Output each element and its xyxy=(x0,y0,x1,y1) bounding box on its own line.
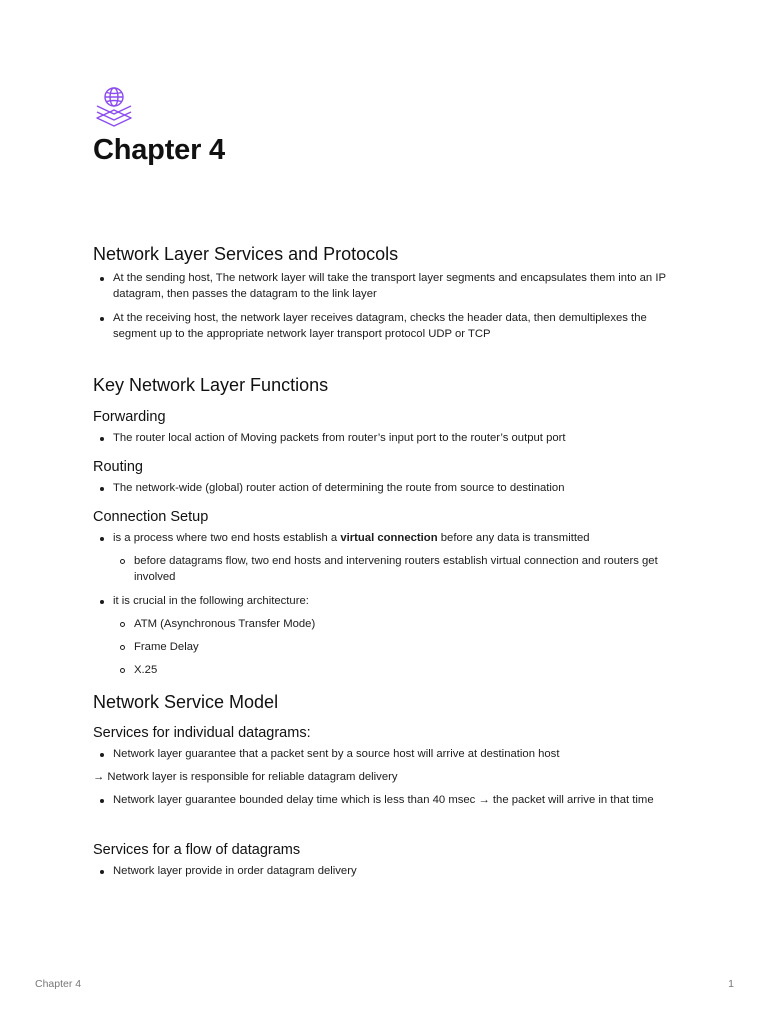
list-item: Network layer provide in order datagram delivery xyxy=(93,863,673,879)
subsection-heading: Connection Setup xyxy=(93,509,209,525)
list-item: At the sending host, The network layer will take the transport layer segments and encapsulates them into an IP datagram, then passes the datagram to the link layer xyxy=(93,270,673,302)
list-item: The network-wide (global) router action of determining the route from source to destination xyxy=(93,480,673,496)
sub-list-item: X.25 xyxy=(93,662,673,678)
list-item: Network layer guarantee that a packet sent by a source host will arrive at destination host xyxy=(93,746,673,762)
list-item: The router local action of Moving packets from router’s input port to the router’s output port xyxy=(93,430,673,446)
sub-list-item: ATM (Asynchronous Transfer Mode) xyxy=(93,616,673,632)
text-run: before any data is transmitted xyxy=(437,532,590,544)
section-heading: Key Network Layer Functions xyxy=(93,375,329,395)
sub-list-item: before datagrams flow, two end hosts and intervening routers establish virtual connection and routers get involved xyxy=(93,553,673,585)
document-body xyxy=(93,241,673,879)
bold-term: virtual connection xyxy=(340,532,438,544)
globe-stack-icon xyxy=(94,86,134,128)
bullet-list xyxy=(93,530,673,678)
bullet-list xyxy=(93,863,673,879)
page-title: Chapter 4 xyxy=(93,134,225,166)
list-item: it is crucial in the following architecture: xyxy=(93,593,673,609)
footer-chapter-label: Chapter 4 xyxy=(35,978,82,990)
bullet-list xyxy=(93,430,673,446)
bullet-list xyxy=(93,792,673,808)
bullet-list xyxy=(93,746,673,762)
list-item xyxy=(93,530,673,546)
bullet-list xyxy=(93,480,673,496)
section-heading: Network Layer Services and Protocols xyxy=(93,244,399,264)
section-heading: Network Service Model xyxy=(93,692,279,712)
bullet-list xyxy=(93,270,673,342)
subsection-heading: Services for individual datagrams: xyxy=(93,725,311,741)
arrow-note: → Network layer is responsible for reliable datagram delivery xyxy=(93,771,398,783)
subsection-heading: Services for a flow of datagrams xyxy=(93,842,301,858)
footer-page-number: 1 xyxy=(728,978,734,990)
subsection-heading: Routing xyxy=(93,459,143,475)
text-run: is a process where two end hosts establish a xyxy=(113,532,341,544)
list-item: Network layer guarantee bounded delay time which is less than 40 msec → the packet will arrive in that time xyxy=(93,792,673,808)
sub-list-item: Frame Delay xyxy=(93,639,673,655)
list-item: At the receiving host, the network layer receives datagram, checks the header data, then demultiplexes the segment up to the appropriate network layer transport protocol UDP or TCP xyxy=(93,310,673,342)
subsection-heading: Forwarding xyxy=(93,409,166,425)
